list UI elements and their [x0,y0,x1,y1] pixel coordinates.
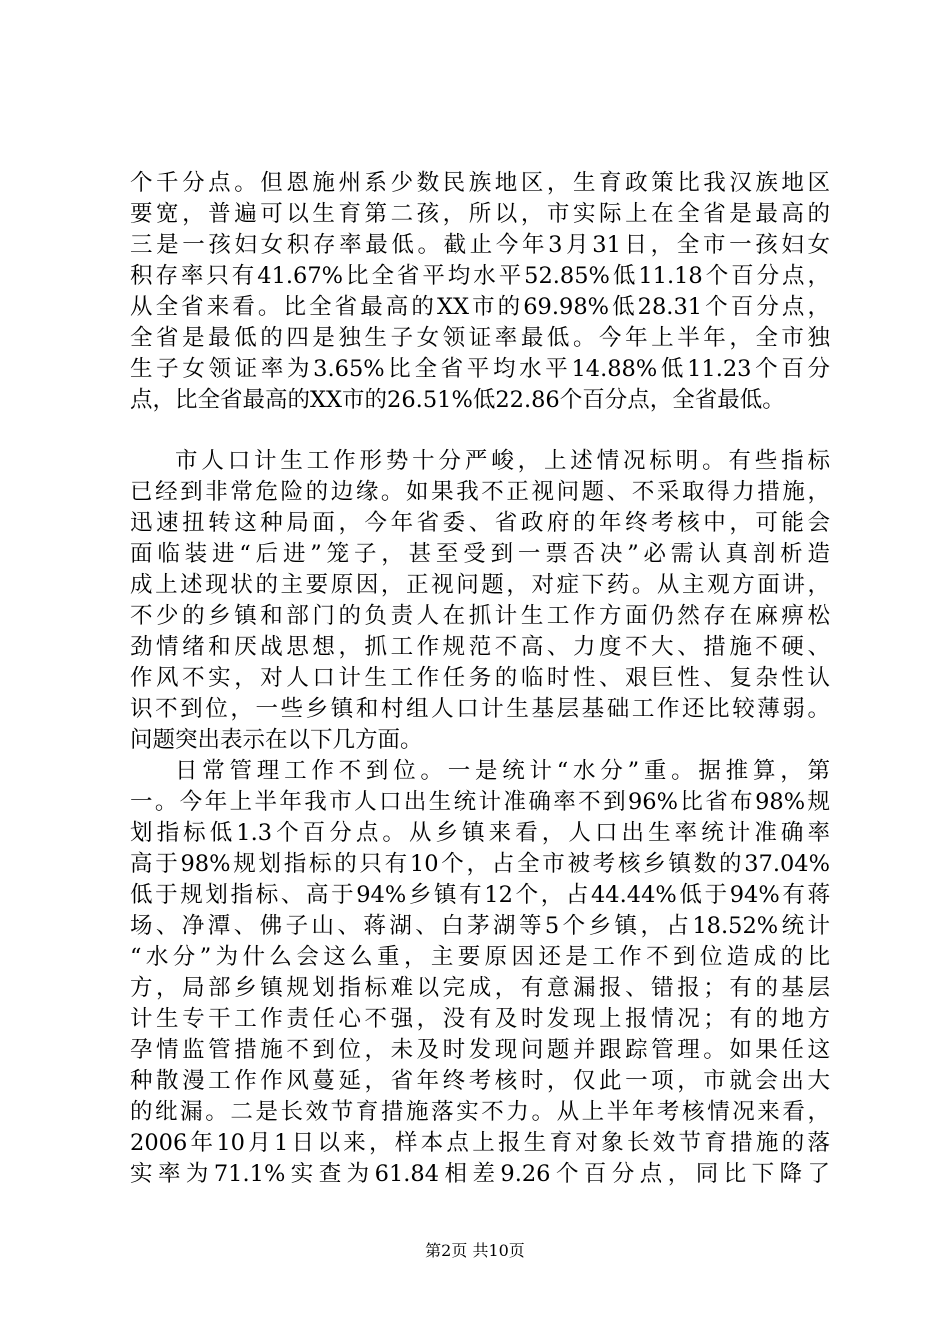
text-line: 不少的乡镇和部门的负责人在抓计生工作方面仍然存在麻痹松 [130,603,830,629]
text-line: 低于规划指标、高于94%乡镇有12个，占44.44%低于94%有蒋 [130,882,830,908]
text-line: 高于98%规划指标的只有10个，占全市被考核乡镇数的37.04% [130,851,830,877]
text-line: 作风不实，对人口计生工作任务的临时性、艰巨性、复杂性认 [130,665,830,691]
text-line: 全省是最低的四是独生子女领证率最低。今年上半年，全市独 [130,325,830,351]
text-line: 成上述现状的主要原因，正视问题，对症下药。从主观方面讲， [130,572,830,598]
text-line: 方，局部乡镇规划指标难以完成，有意漏报、错报；有的基层 [130,975,830,1001]
text-line: 的纰漏。二是长效节育措施落实不力。从上半年考核情况来看， [130,1099,830,1125]
text-line: 问题突出表示在以下几方面。 [130,727,423,753]
text-line: 种散漫工作作风蔓延，省年终考核时，仅此一项，市就会出大 [130,1068,830,1094]
document-body [130,168,830,1190]
paragraph-2 [130,446,830,756]
text-line: 实率为71.1%实查为61.84相差9.26个百分点，同比下降了 [130,1161,830,1187]
text-line: 划指标低1.3个百分点。从乡镇来看，人口出生率统计准确率 [130,820,830,846]
text-line: 一。今年上半年我市人口出生统计准确率不到96%比省布98%规 [130,789,830,815]
text-line: 点，比全省最高的XX市的26.51%低22.86个百分点，全省最低。 [130,387,785,413]
text-line: 劲情绪和厌战思想，抓工作规范不高、力度不大、措施不硬、 [130,634,830,660]
text-line: 2006年10月1日以来，样本点上报生育对象长效节育措施的落 [130,1130,830,1156]
text-line: 生子女领证率为3.65%比全省平均水平14.88%低11.23个百分 [130,356,830,382]
paragraph-3 [130,756,830,1190]
text-line: 计生专干工作责任心不强，没有及时发现上报情况；有的地方 [130,1006,830,1032]
text-line: 三是一孩妇女积存率最低。截止今年3月31日，全市一孩妇女 [130,232,830,258]
text-line: 市人口计生工作形势十分严峻，上述情况标明。有些指标 [175,448,830,474]
text-line: 孕情监管措施不到位，未及时发现问题并跟踪管理。如果任这 [130,1037,830,1063]
text-line: 面临装进“后进”笼子，甚至受到一票否决”必需认真剖析造 [130,541,830,567]
text-line: 要宽，普遍可以生育第二孩，所以，市实际上在全省是最高的 [130,201,830,227]
text-line: 识不到位，一些乡镇和村组人口计生基层基础工作还比较薄弱。 [130,696,830,722]
text-line: 积存率只有41.67%比全省平均水平52.85%低11.18个百分点， [130,263,830,289]
page-number-footer: 第2页 共10页 [425,1241,525,1260]
text-line: 从全省来看。比全省最高的XX市的69.98%低28.31个百分点， [130,294,830,320]
text-line: 迅速扭转这种局面，今年省委、省政府的年终考核中，可能会 [130,510,830,536]
text-line: 场、净潭、佛子山、蒋湖、白茅湖等5个乡镇，占18.52%统计 [130,913,830,939]
text-line: 日常管理工作不到位。一是统计“水分”重。据推算，第 [175,758,830,784]
paragraph-1 [130,168,830,416]
text-line: 个千分点。但恩施州系少数民族地区，生育政策比我汉族地区 [130,170,830,196]
paragraph-gap [130,416,830,446]
text-line: “水分”为什么会这么重，主要原因还是工作不到位造成的比 [130,944,830,970]
text-line: 已经到非常危险的边缘。如果我不正视问题、不采取得力措施， [130,479,830,505]
